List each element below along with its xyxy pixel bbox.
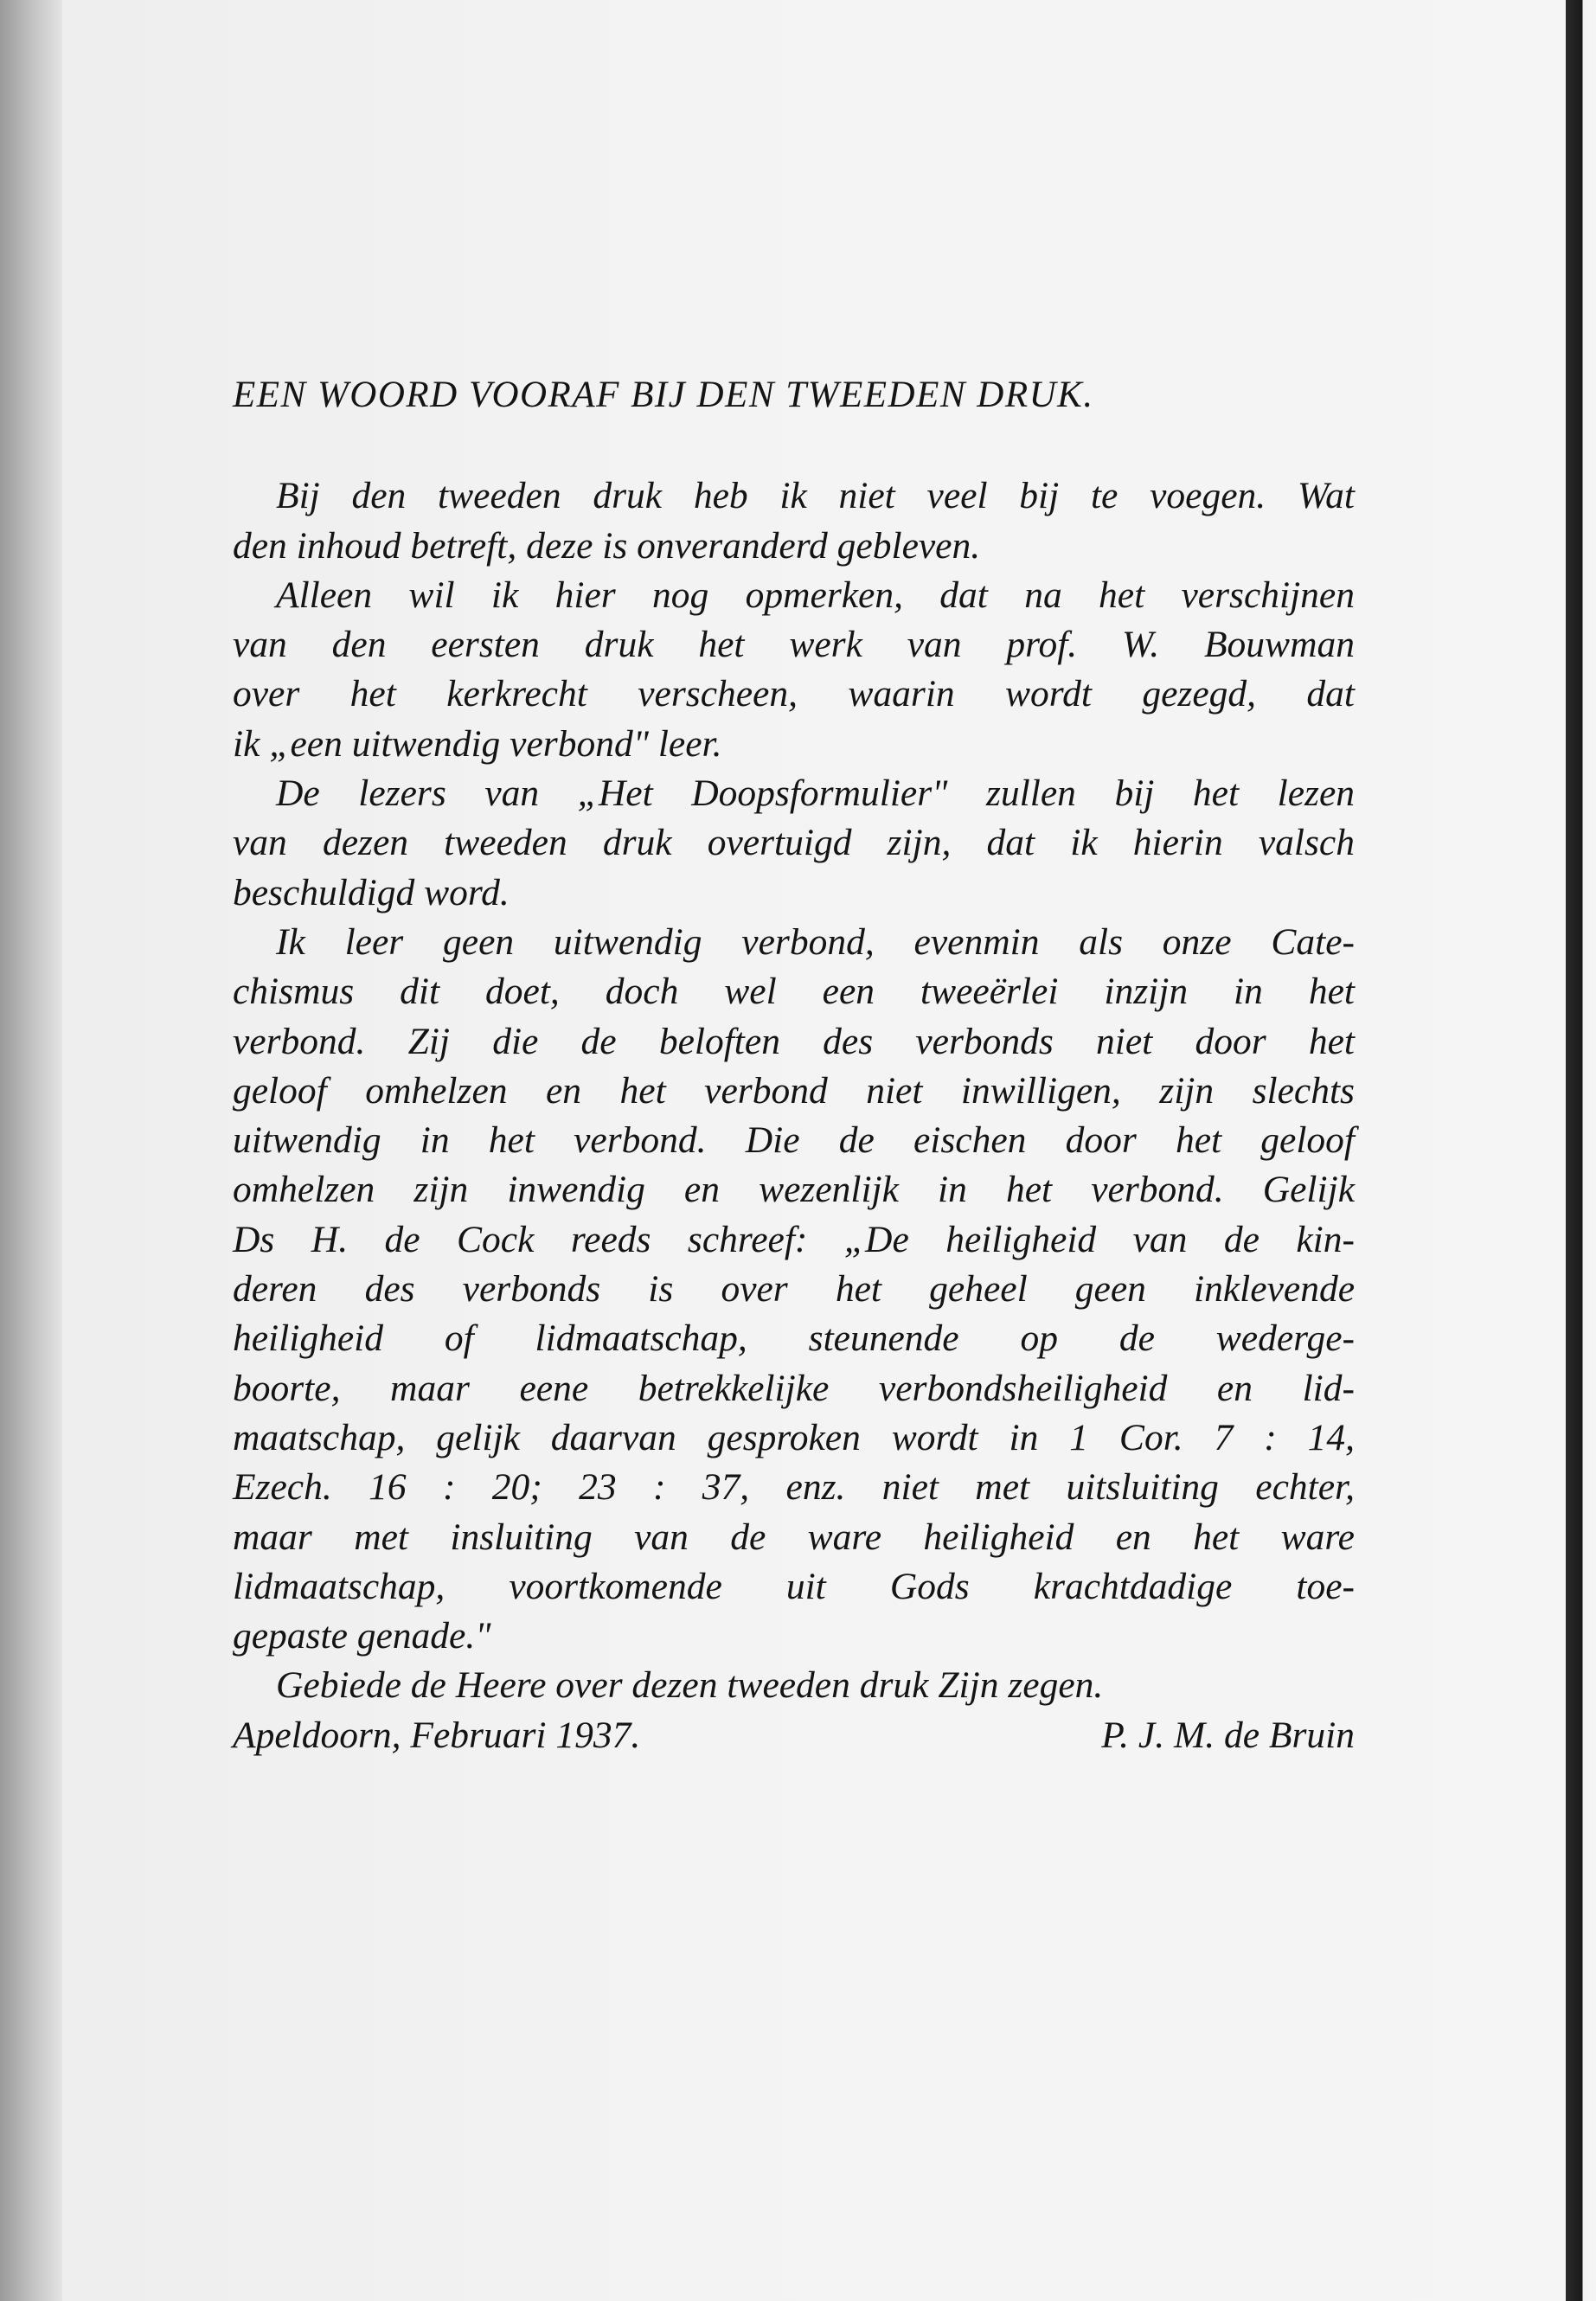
- text-line: over het kerkrecht verscheen, waarin wordt gezegd, dat: [233, 673, 1355, 715]
- author-signature: P. J. M. de Bruin: [1101, 1714, 1355, 1756]
- place-date: Apeldoorn, Februari 1937.: [233, 1714, 641, 1756]
- text-line: Bij den tweeden druk heb ik niet veel bij te voegen. Wat: [276, 475, 1355, 517]
- text-line: beschuldigd word.: [233, 871, 510, 913]
- text-line: van den eersten druk het werk van prof. W. Bouwman: [233, 624, 1355, 666]
- text-line: Alleen wil ik hier nog opmerken, dat na het verschijnen: [276, 574, 1355, 616]
- scan-left-edge: [0, 0, 62, 2301]
- closing-line: [233, 1711, 1355, 1760]
- text-line: heiligheid of lidmaatschap, steunende op de wederge-: [233, 1317, 1355, 1360]
- text-line: De lezers van „Het Doopsformulier" zullen bij het lezen: [276, 772, 1355, 815]
- paragraph-3: [233, 769, 1355, 918]
- text-line: lidmaatschap, voortkomende uit Gods krachtdadige toe-: [233, 1565, 1355, 1607]
- text-line: gepaste genade.": [233, 1615, 491, 1657]
- text-line: uitwendig in het verbond. Die de eischen door het geloof: [233, 1119, 1355, 1162]
- book-page: [62, 0, 1566, 2301]
- text-line: Ik leer geen uitwendig verbond, evenmin als onze Cate-: [276, 920, 1355, 963]
- page-heading: EEN WOORD VOORAF BIJ DEN TWEEDEN DRUK.: [233, 375, 1094, 415]
- text-line: deren des verbonds is over het geheel geen inklevende: [233, 1268, 1355, 1311]
- text-line: den inhoud betreft, deze is onveranderd gebleven.: [233, 524, 981, 567]
- text-line: maar met insluiting van de ware heiligheid en het ware: [233, 1516, 1355, 1558]
- text-line: Ds H. de Cock reeds schreef: „De heiligheid van de kin-: [233, 1218, 1355, 1260]
- paragraph-2: [233, 571, 1355, 769]
- text-line: van dezen tweeden druk overtuigd zijn, dat ik hierin valsch: [233, 822, 1355, 864]
- text-line: boorte, maar eene betrekkelijke verbondsheiligheid en lid-: [233, 1367, 1355, 1409]
- scan-right-edge: [1566, 0, 1596, 2301]
- paragraph-5: [233, 1661, 1355, 1710]
- text-line: chismus dit doet, doch wel een tweeërlei inzijn in het: [233, 971, 1355, 1013]
- text-line: omhelzen zijn inwendig en wezenlijk in het verbond. Gelijk: [233, 1169, 1355, 1211]
- text-line: ik „een uitwendig verbond" leer.: [233, 722, 722, 765]
- text-line: Gebiede de Heere over dezen tweeden druk Zijn zegen.: [276, 1664, 1104, 1707]
- text-line: maatschap, gelijk daarvan gesproken wordt in 1 Cor. 7 : 14,: [233, 1416, 1355, 1458]
- preface-text: [233, 370, 1355, 1760]
- paragraph-4: [233, 918, 1355, 1661]
- text-line: Ezech. 16 : 20; 23 : 37, enz. niet met uitsluiting echter,: [233, 1466, 1355, 1509]
- paragraph-1: [233, 471, 1355, 571]
- text-line: geloof omhelzen en het verbond niet inwilligen, zijn slechts: [233, 1069, 1355, 1112]
- text-line: verbond. Zij die de beloften des verbonds niet door het: [233, 1020, 1355, 1062]
